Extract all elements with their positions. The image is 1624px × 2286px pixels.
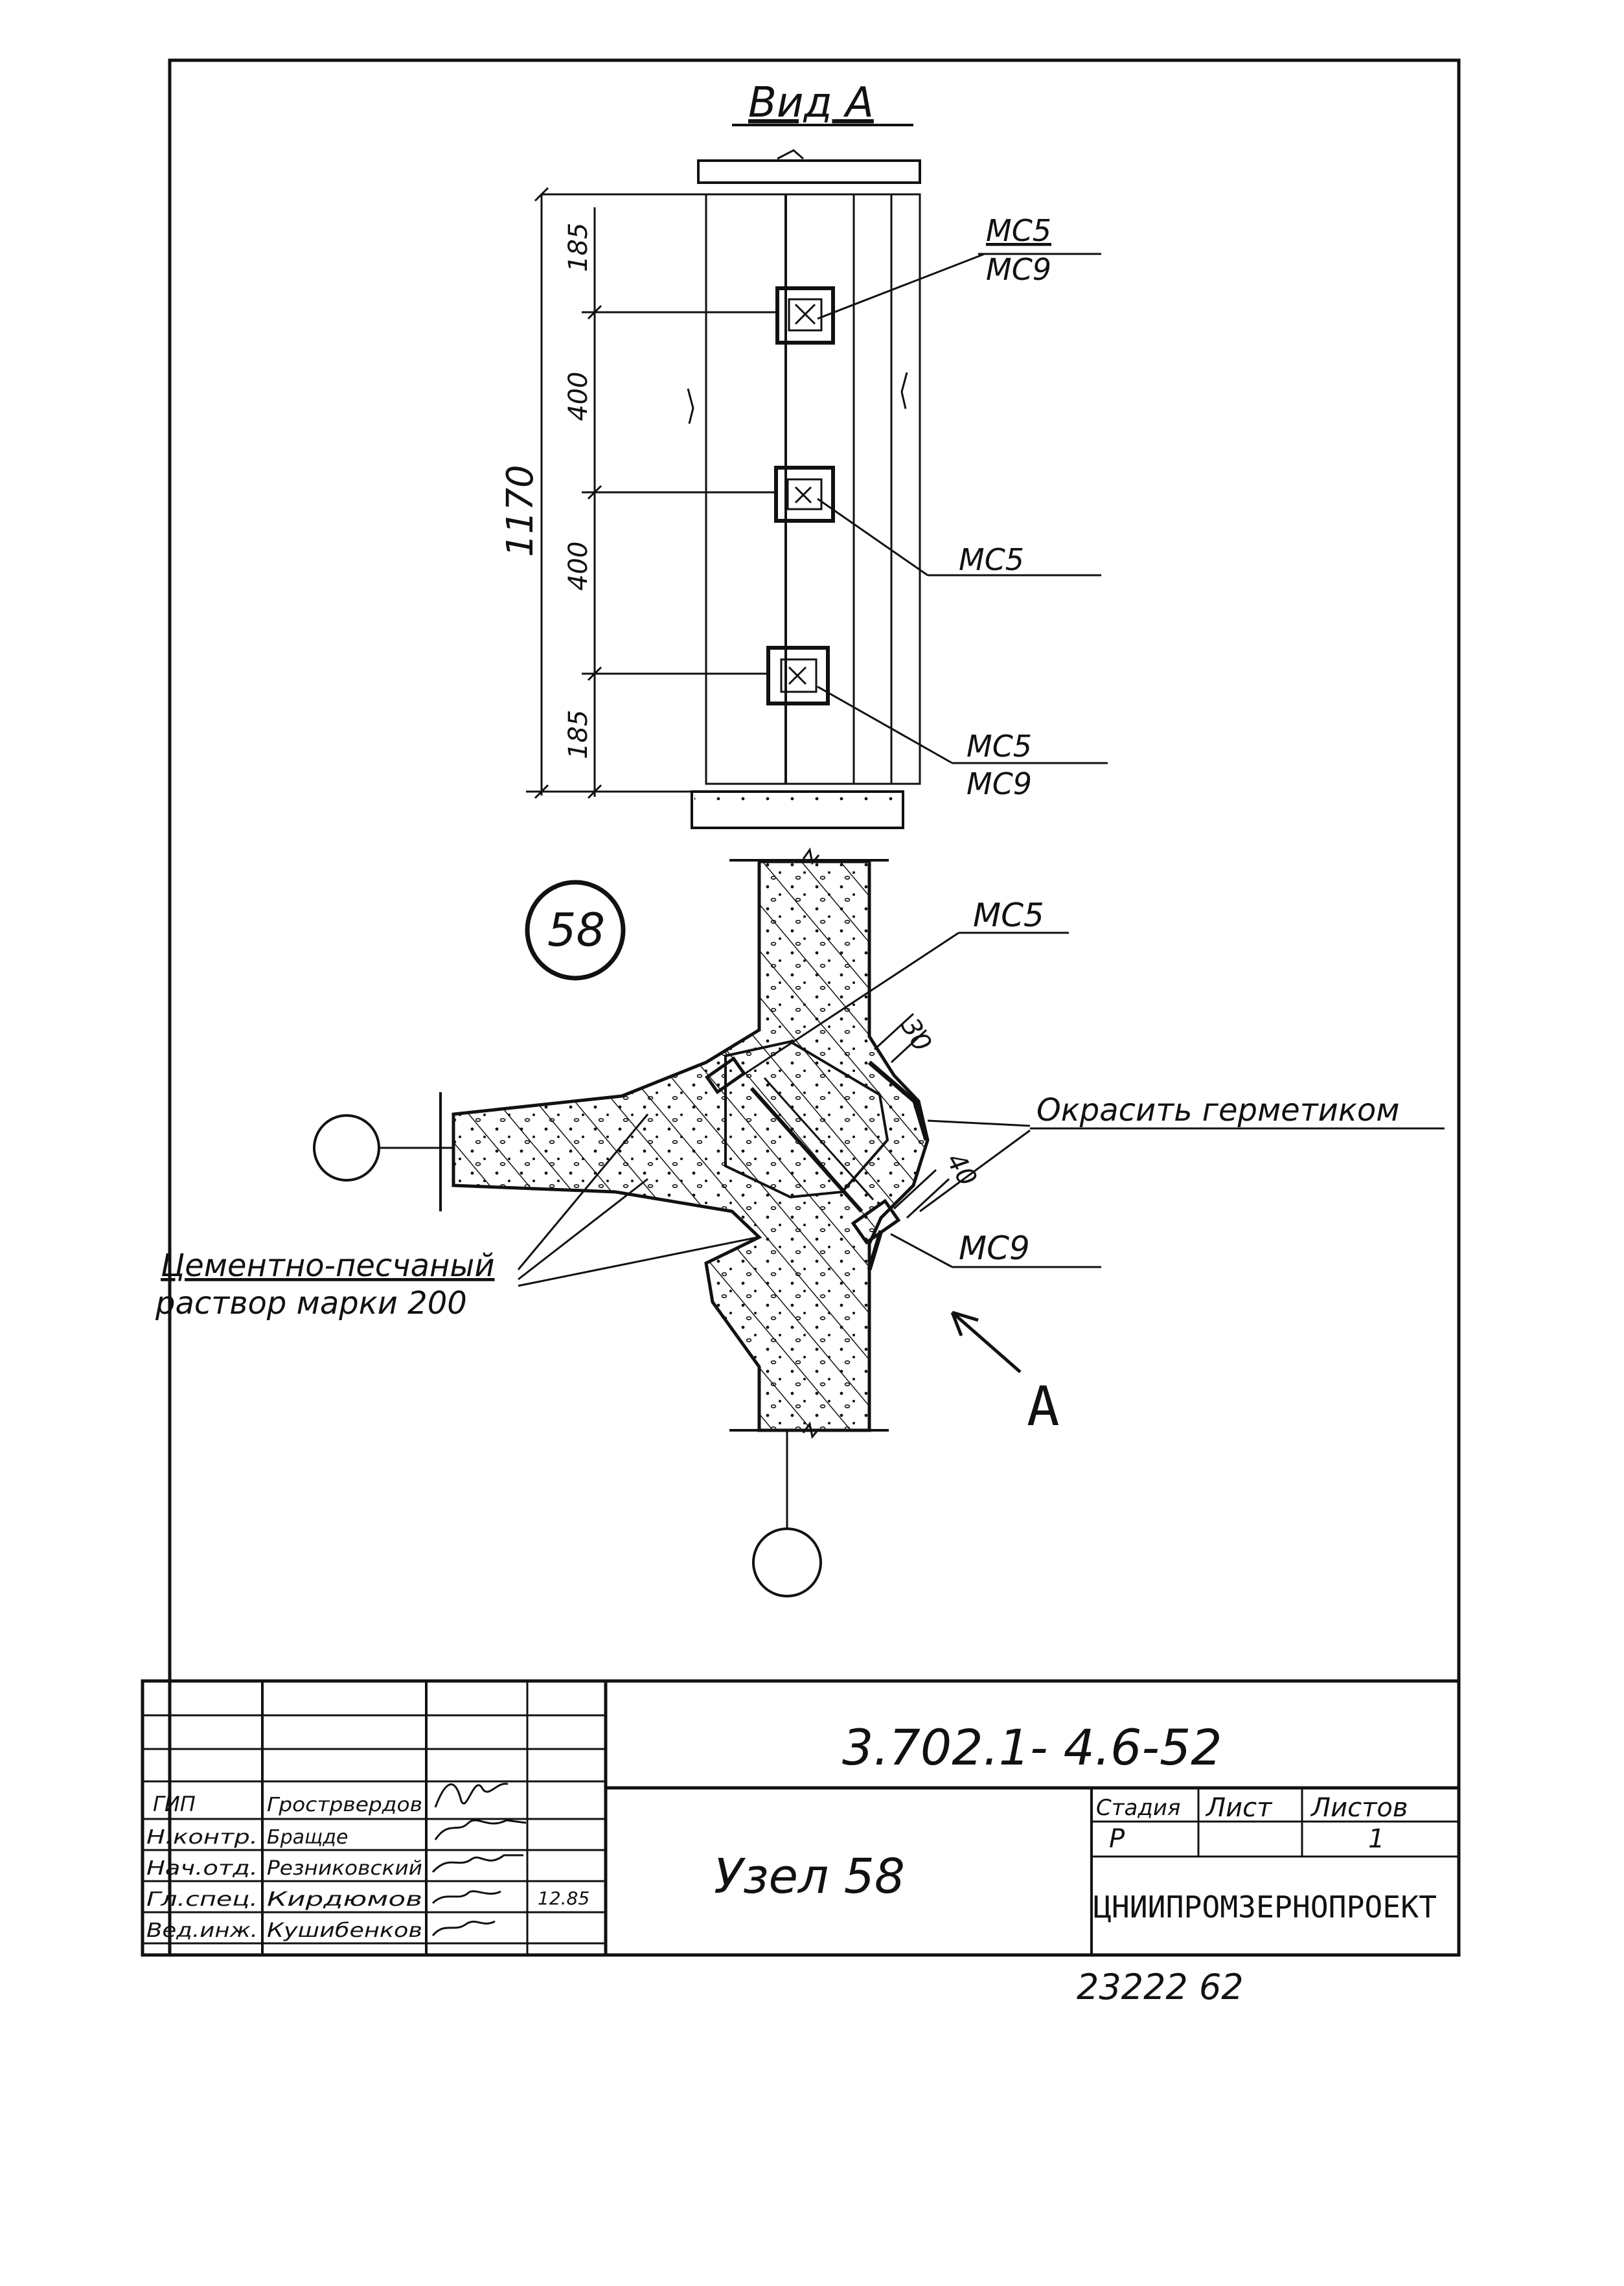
dim-400-lower: 400 bbox=[564, 541, 593, 591]
top-cap bbox=[698, 161, 920, 183]
sheets-value: 1 bbox=[1368, 1824, 1385, 1854]
dim-185-top: 185 bbox=[564, 222, 593, 272]
note-mortar-line1: Цементно-песчаный bbox=[161, 1248, 495, 1284]
sign-date: 12.85 bbox=[538, 1888, 590, 1909]
embedded-plate-bottom bbox=[768, 648, 828, 703]
stage-value: Р bbox=[1109, 1824, 1125, 1854]
sheet-header: Лист bbox=[1206, 1793, 1272, 1823]
name-4: Кирдюмов bbox=[267, 1888, 422, 1911]
role-ved-inzh: Вед.инж. bbox=[146, 1919, 258, 1942]
label-mc5-bottom: МС5 bbox=[966, 729, 1033, 764]
axis-circle-bottom bbox=[753, 1529, 821, 1596]
dim-185-bottom: 185 bbox=[564, 709, 593, 759]
dimension-chain bbox=[526, 188, 777, 798]
role-gip: ГИП bbox=[153, 1792, 196, 1816]
title-block bbox=[143, 1681, 1459, 1955]
note-seal: Окрасить герметиком bbox=[1036, 1092, 1400, 1128]
name-1: Грострвердов bbox=[267, 1794, 422, 1816]
view-letter-a: А bbox=[1027, 1375, 1060, 1438]
view-a-title: Вид А bbox=[748, 79, 874, 127]
note-mortar-line2: раствор марки 200 bbox=[155, 1285, 467, 1321]
role-gl-spec: Гл.спец. bbox=[146, 1888, 258, 1911]
dim-400-upper: 400 bbox=[564, 371, 593, 421]
wall-panel bbox=[706, 194, 920, 784]
name-3: Резниковский bbox=[267, 1857, 422, 1880]
doc-code: 3.702.1- 4.6-52 bbox=[842, 1719, 1222, 1776]
role-nach-otd: Нач.отд. bbox=[146, 1857, 258, 1880]
organization: ЦНИИПРОМЗЕРНОПРОЕКТ bbox=[1093, 1890, 1437, 1925]
footer-number: 23222 62 bbox=[1077, 1967, 1244, 2007]
label-mc9-node: МС9 bbox=[959, 1229, 1030, 1267]
view-a bbox=[499, 79, 1108, 828]
sheets-header: Листов bbox=[1311, 1793, 1408, 1823]
label-mc9-top: МС9 bbox=[986, 252, 1052, 287]
node-58 bbox=[155, 850, 1445, 1596]
dim-30: 30 bbox=[895, 1013, 937, 1057]
label-mc5-middle: МС5 bbox=[959, 542, 1025, 577]
label-mc9-bottom: МС9 bbox=[966, 766, 1033, 801]
dim-1170: 1170 bbox=[499, 464, 542, 557]
name-2: Бращде bbox=[267, 1826, 349, 1849]
axis-circle-left bbox=[314, 1115, 379, 1180]
role-n-contr: Н.контр. bbox=[146, 1826, 258, 1849]
stage-header: Стадия bbox=[1096, 1795, 1181, 1821]
node-number: 58 bbox=[547, 904, 606, 957]
doc-title: Узел 58 bbox=[714, 1849, 905, 1904]
label-mc5-node: МС5 bbox=[973, 897, 1044, 934]
label-mc5-top: МС5 bbox=[986, 213, 1052, 248]
dim-40: 40 bbox=[940, 1148, 983, 1192]
name-5: Кушибенков bbox=[267, 1919, 422, 1942]
